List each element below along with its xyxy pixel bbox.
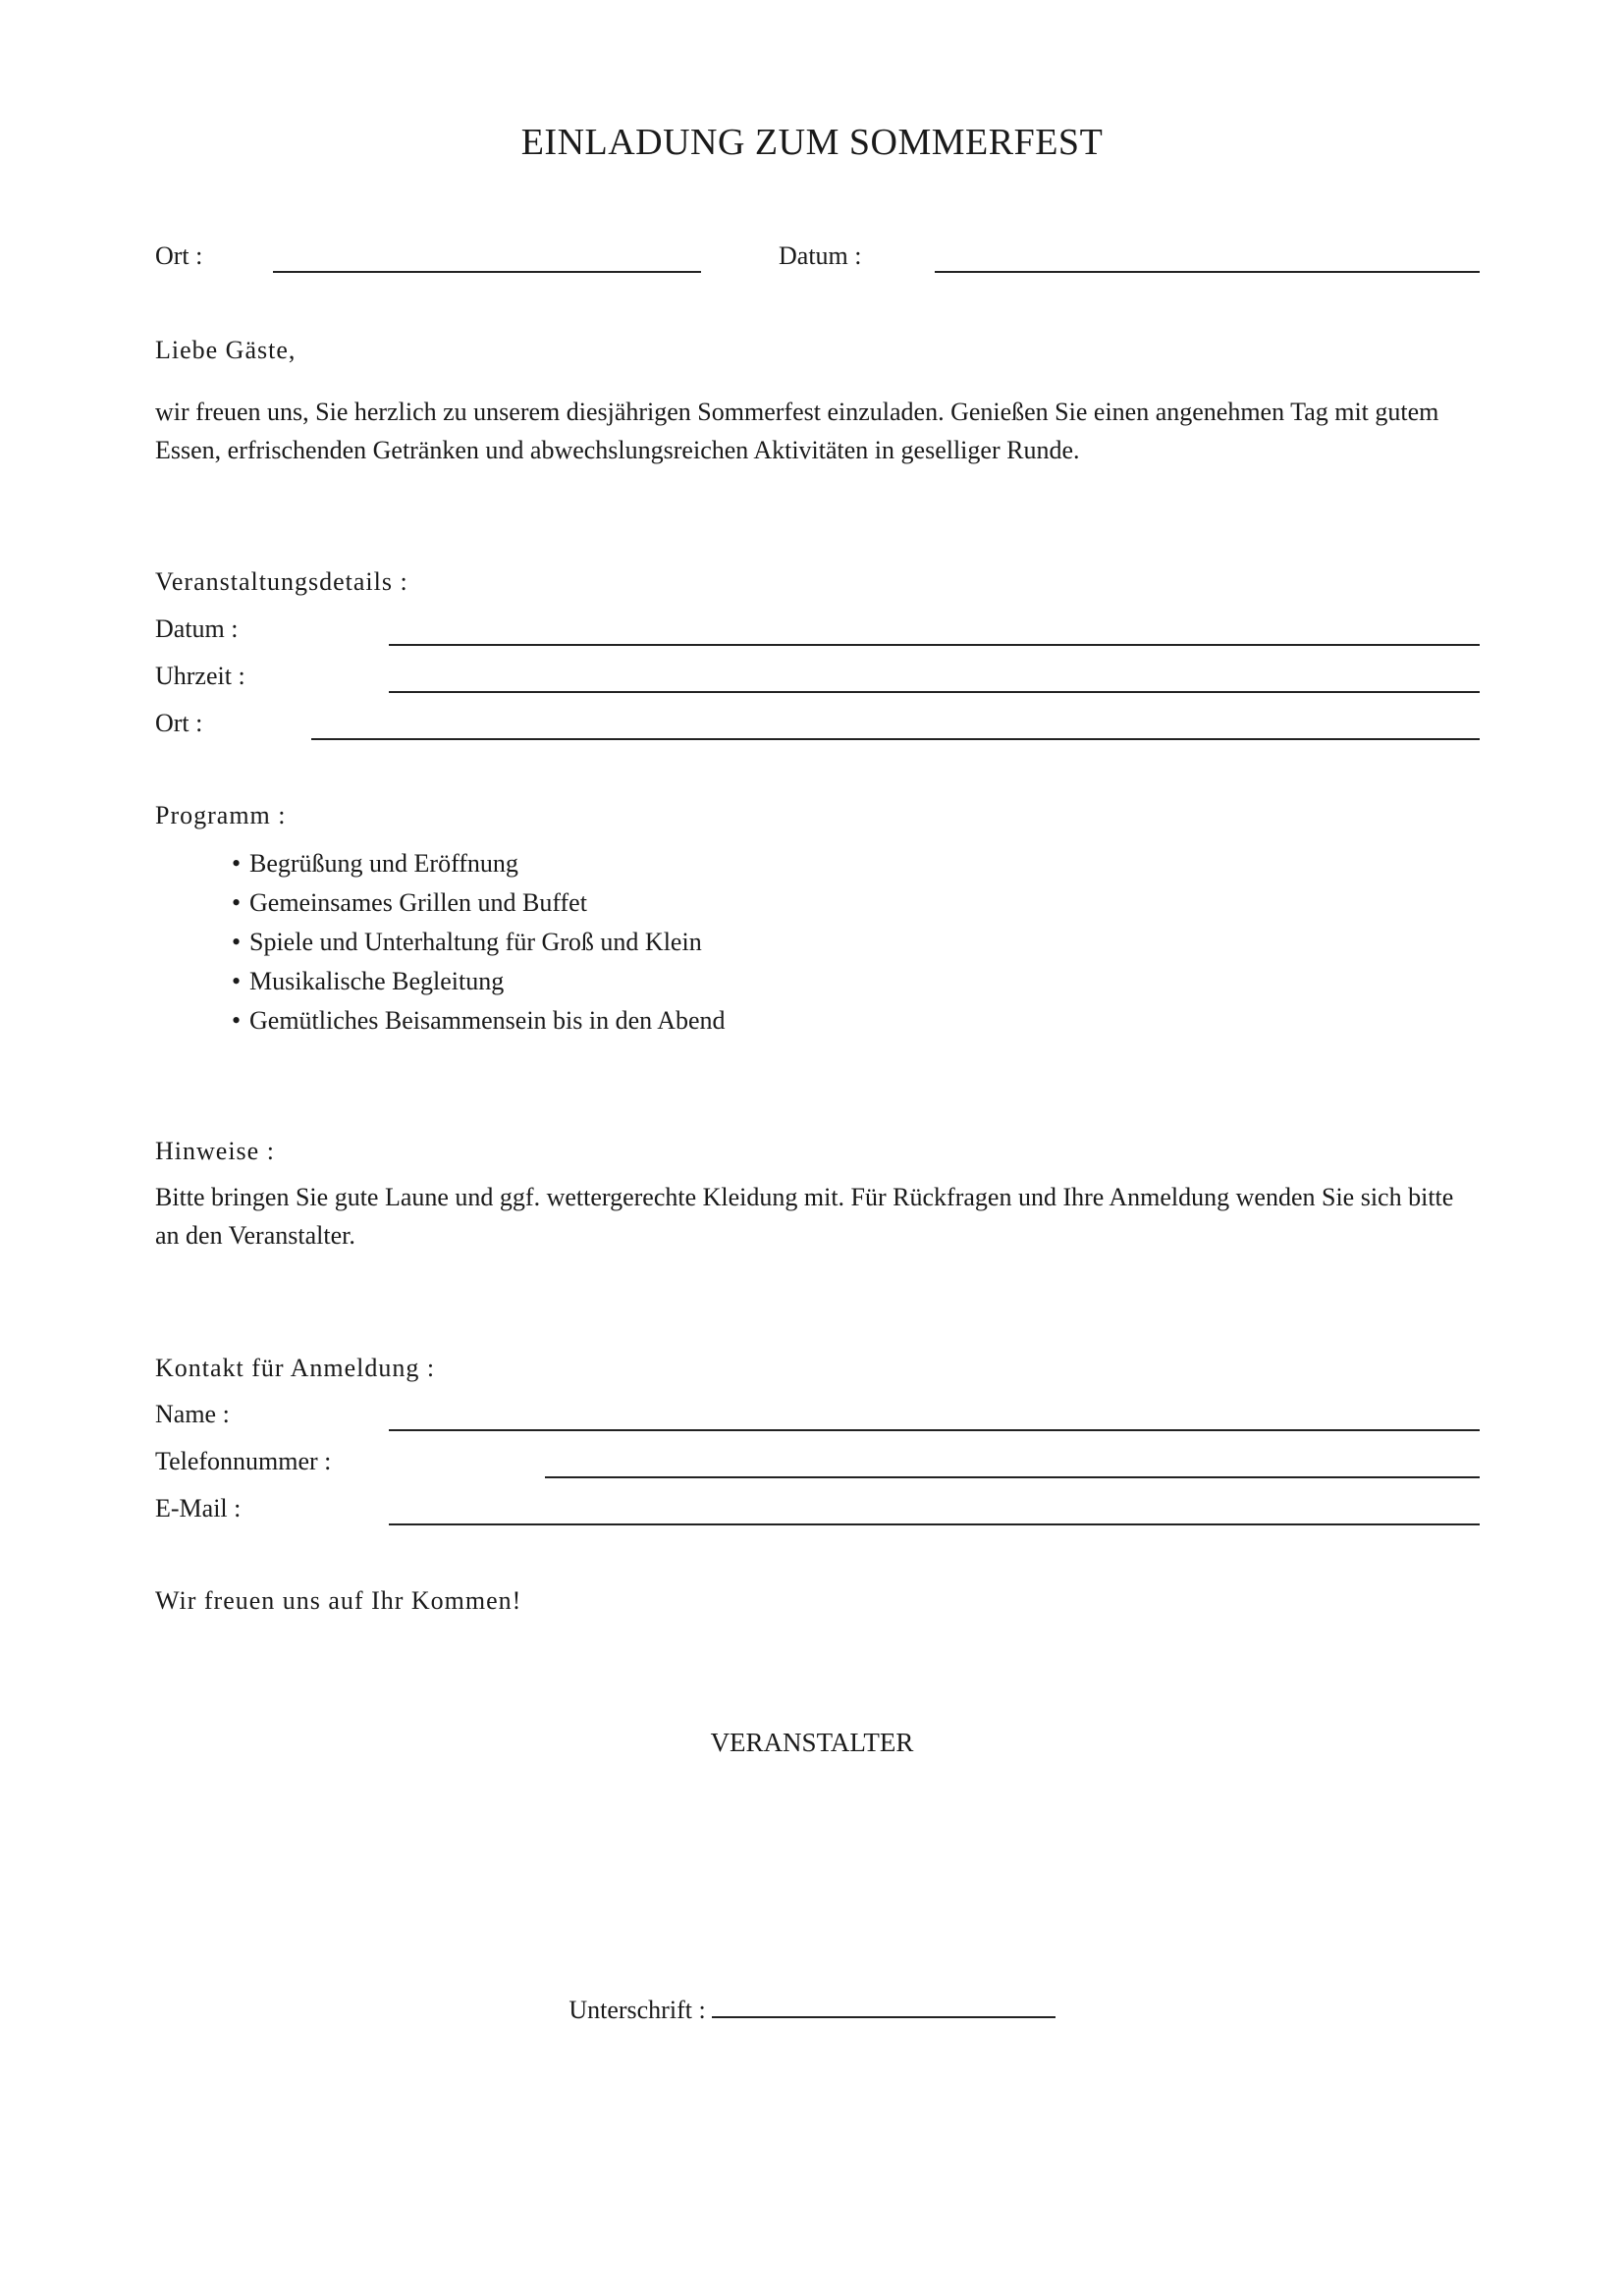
kontakt-heading: Kontakt für Anmeldung :: [155, 1354, 436, 1382]
signature-label: Unterschrift :: [568, 1996, 706, 2024]
kontakt-telefon-field[interactable]: [545, 1476, 1480, 1478]
closing-text: Wir freuen uns auf Ihr Kommen!: [155, 1586, 522, 1615]
details-datum-field[interactable]: [389, 644, 1480, 646]
hinweise-text: Bitte bringen Sie gute Laune und ggf. wettergerechte Kleidung mit. Für Rückfragen und Ihre Anmeldung wenden Sie sich bitte an den Veranstalter.: [155, 1183, 1454, 1250]
programm-list: [232, 844, 726, 1041]
kontakt-email-label: E-Mail :: [155, 1494, 242, 1522]
details-datum-label: Datum :: [155, 614, 239, 643]
document-title: EINLADUNG ZUM SOMMERFEST: [520, 122, 1104, 163]
programm-item: • Spiele und Unterhaltung für Groß und Klein: [232, 923, 726, 962]
details-ort-label: Ort :: [155, 709, 203, 737]
details-heading: Veranstaltungsdetails :: [155, 567, 408, 596]
header-datum-field[interactable]: [935, 271, 1480, 273]
details-ort-field[interactable]: [311, 738, 1480, 740]
header-ort-field[interactable]: [273, 271, 701, 273]
programm-heading: Programm :: [155, 801, 287, 829]
programm-item: • Gemeinsames Grillen und Buffet: [232, 883, 726, 923]
header-datum-label: Datum :: [779, 241, 862, 270]
signature-field[interactable]: [712, 1995, 1056, 2018]
details-uhrzeit-field[interactable]: [389, 691, 1480, 693]
kontakt-telefon-label: Telefonnummer :: [155, 1447, 332, 1475]
signature-row: [0, 1995, 1624, 2023]
programm-item: • Gemütliches Beisammensein bis in den Abend: [232, 1001, 726, 1041]
hinweise-heading: Hinweise :: [155, 1137, 275, 1165]
programm-item: • Begrüßung und Eröffnung: [232, 844, 726, 883]
details-uhrzeit-label: Uhrzeit :: [155, 662, 245, 690]
veranstalter-label: VERANSTALTER: [710, 1728, 914, 1757]
kontakt-email-field[interactable]: [389, 1523, 1480, 1525]
header-ort-label: Ort :: [155, 241, 203, 270]
kontakt-name-label: Name :: [155, 1400, 230, 1428]
kontakt-name-field[interactable]: [389, 1429, 1480, 1431]
programm-item: • Musikalische Begleitung: [232, 962, 726, 1001]
intro-paragraph: wir freuen uns, Sie herzlich zu unserem diesjährigen Sommerfest einzuladen. Genießen Sie einen angenehmen Tag mit gutem Essen, erfrischenden Getränken und abwechslungsreichen Aktivitäten in geselliger Runde.: [155, 398, 1439, 464]
greeting: Liebe Gäste,: [155, 336, 297, 364]
